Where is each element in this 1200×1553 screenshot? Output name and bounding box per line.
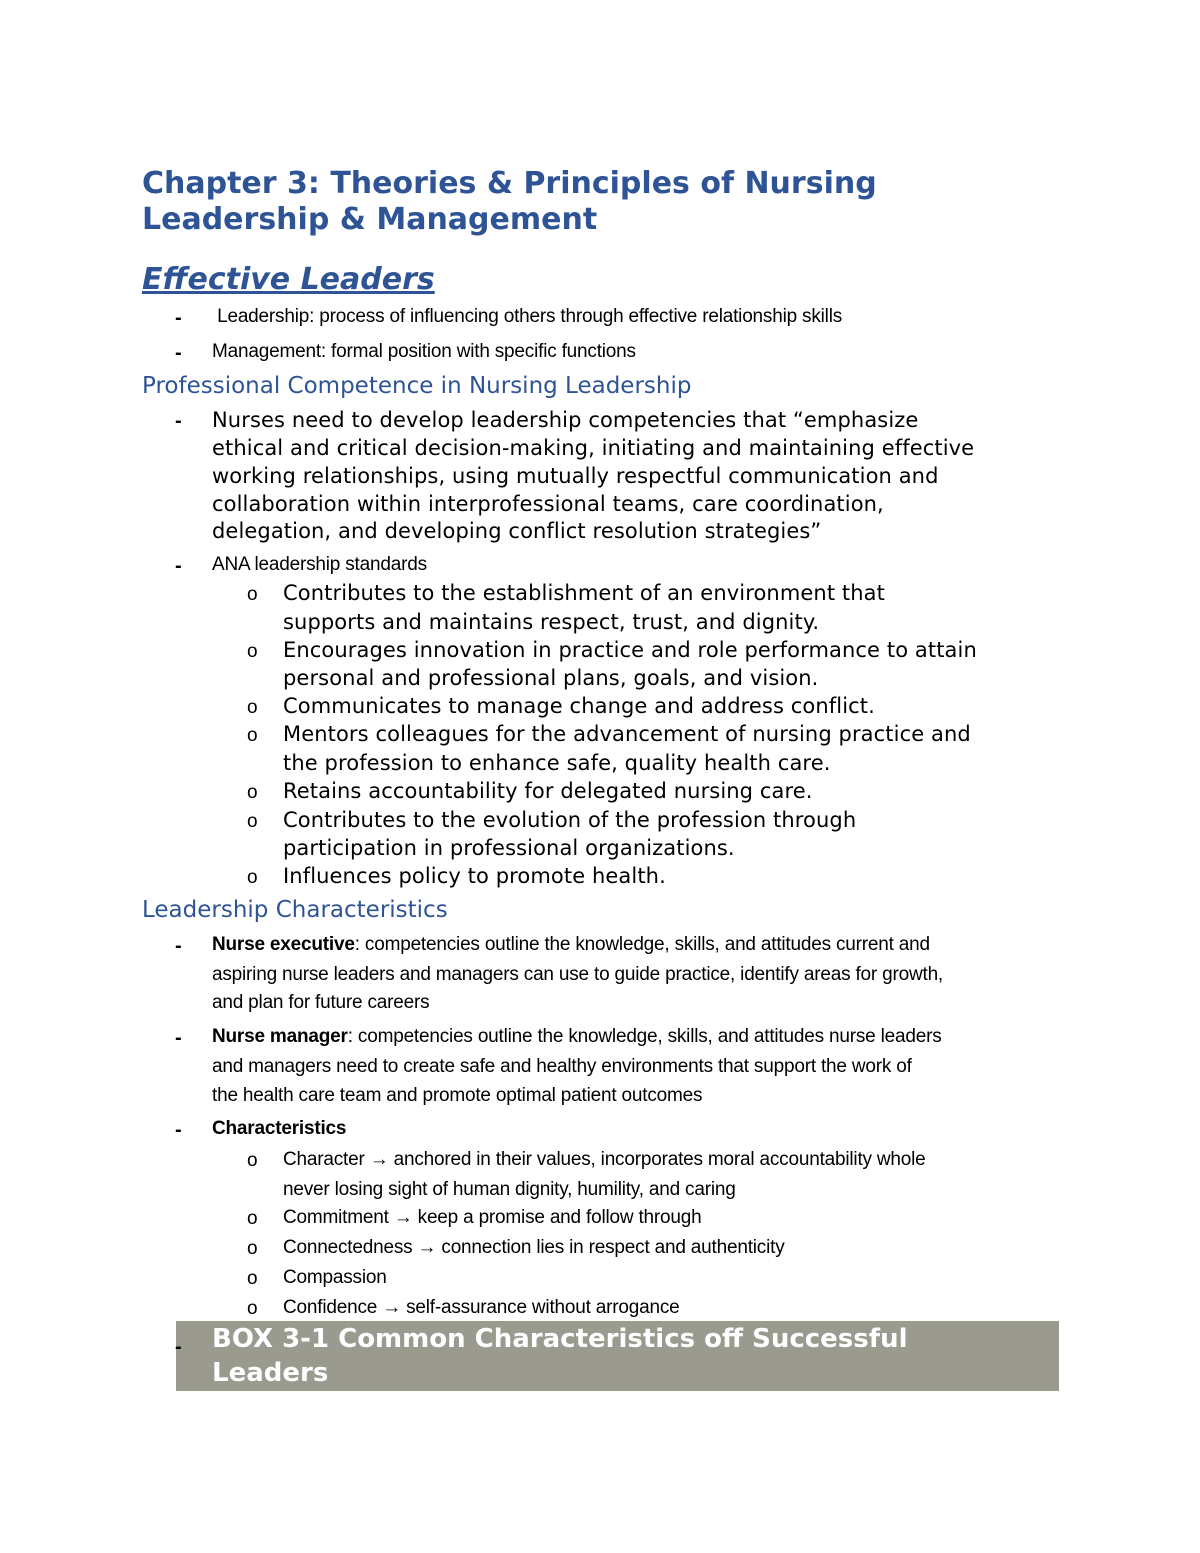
- competence-paragraph-line-1: Nurses need to develop leadership competencies that “emphasize: [212, 408, 919, 432]
- standard-2-line-2: personal and professional plans, goals, and vision.: [283, 666, 819, 690]
- sub-bullet: o: [247, 1238, 258, 1259]
- bullet-dash: -: [175, 1027, 182, 1049]
- characteristic-5: Confidence → self-assurance without arrogance: [283, 1297, 680, 1318]
- standard-6-line-1: Contributes to the evolution of the profession through: [283, 808, 857, 832]
- standard-6-line-2: participation in professional organizations.: [283, 836, 735, 860]
- nurse-manager-text: : competencies outline the knowledge, skills, and attitudes nurse leaders: [347, 1026, 942, 1047]
- standard-2-line-1: Encourages innovation in practice and role performance to attain: [283, 638, 977, 662]
- chapter-title-line-2: Leadership & Management: [142, 202, 598, 237]
- standard-5: Retains accountability for delegated nursing care.: [283, 779, 813, 803]
- sub-bullet: o: [247, 697, 258, 718]
- bullet-dash: -: [175, 307, 182, 329]
- bullet-dash: -: [175, 935, 182, 957]
- characteristic-1-line-2: never losing sight of human dignity, humility, and caring: [283, 1179, 736, 1200]
- heading-effective-leaders: Effective Leaders: [142, 262, 435, 297]
- bullet-dash: -: [175, 1336, 182, 1358]
- nurse-executive-line-1: [212, 930, 930, 960]
- box-3-1-title-line-2: Leaders: [212, 1358, 329, 1388]
- characteristics-label: Characteristics: [212, 1118, 347, 1139]
- box-3-1-title: [212, 1322, 1042, 1390]
- ana-standards-label: ANA leadership standards: [212, 554, 427, 575]
- nurse-executive-line-3: and plan for future careers: [212, 992, 430, 1013]
- sub-bullet: o: [247, 1208, 258, 1229]
- bullet-dash: -: [175, 1119, 182, 1141]
- nurse-manager-term: Nurse manager: [212, 1026, 348, 1047]
- sub-bullet: o: [247, 867, 258, 888]
- sub-bullet: o: [247, 1268, 258, 1289]
- sub-bullet: o: [247, 584, 258, 605]
- heading-leadership-characteristics: Leadership Characteristics: [142, 897, 448, 923]
- nurse-manager-line-1: [212, 1022, 942, 1052]
- nurse-executive-text: : competencies outline the knowledge, skills, and attitudes current and: [354, 934, 930, 955]
- bullet-dash: -: [175, 410, 182, 432]
- standard-3: Communicates to manage change and address conflict.: [283, 694, 875, 718]
- characteristic-3: Connectedness → connection lies in respect and authenticity: [283, 1237, 785, 1258]
- nurse-manager-line-2: and managers need to create safe and healthy environments that support the work of: [212, 1056, 912, 1077]
- bullet-dash: -: [175, 342, 182, 364]
- standard-4-line-2: the profession to enhance safe, quality health care.: [283, 751, 831, 775]
- nurse-executive-term: Nurse executive: [212, 934, 355, 955]
- characteristic-2: Commitment → keep a promise and follow through: [283, 1207, 702, 1228]
- sub-bullet: o: [247, 725, 258, 746]
- competence-paragraph-line-3: working relationships, using mutually respectful communication and: [212, 464, 939, 488]
- effective-leaders-item-2: Management: formal position with specific functions: [212, 341, 636, 362]
- bullet-dash: -: [175, 555, 182, 577]
- standard-7: Influences policy to promote health.: [283, 864, 666, 888]
- effective-leaders-item-1: Leadership: process of influencing others through effective relationship skills: [212, 306, 843, 327]
- standard-1-line-1: Contributes to the establishment of an environment that: [283, 581, 885, 605]
- sub-bullet: o: [247, 1298, 258, 1319]
- nurse-executive-line-2: aspiring nurse leaders and managers can use to guide practice, identify areas for growth,: [212, 964, 944, 985]
- sub-bullet: o: [247, 641, 258, 662]
- sub-bullet: o: [247, 811, 258, 832]
- characteristic-1-line-1: Character → anchored in their values, incorporates moral accountability whole: [283, 1149, 926, 1170]
- nurse-manager-line-3: the health care team and promote optimal patient outcomes: [212, 1085, 703, 1106]
- sub-bullet: o: [247, 1150, 258, 1171]
- standard-1-line-2: supports and maintains respect, trust, and dignity.: [283, 610, 820, 634]
- competence-paragraph-line-4: collaboration within interprofessional teams, care coordination,: [212, 492, 884, 516]
- chapter-title-line-1: Chapter 3: Theories & Principles of Nursing: [142, 166, 877, 201]
- characteristic-4: Compassion: [283, 1267, 387, 1288]
- sub-bullet: o: [247, 782, 258, 803]
- standard-4-line-1: Mentors colleagues for the advancement of nursing practice and: [283, 722, 971, 746]
- competence-paragraph-line-2: ethical and critical decision-making, initiating and maintaining effective: [212, 436, 975, 460]
- competence-paragraph-line-5: delegation, and developing conflict resolution strategies”: [212, 519, 822, 543]
- heading-professional-competence: Professional Competence in Nursing Leadership: [142, 373, 692, 399]
- box-3-1-title-line-1: BOX 3-1 Common Characteristics off Successful: [212, 1324, 908, 1354]
